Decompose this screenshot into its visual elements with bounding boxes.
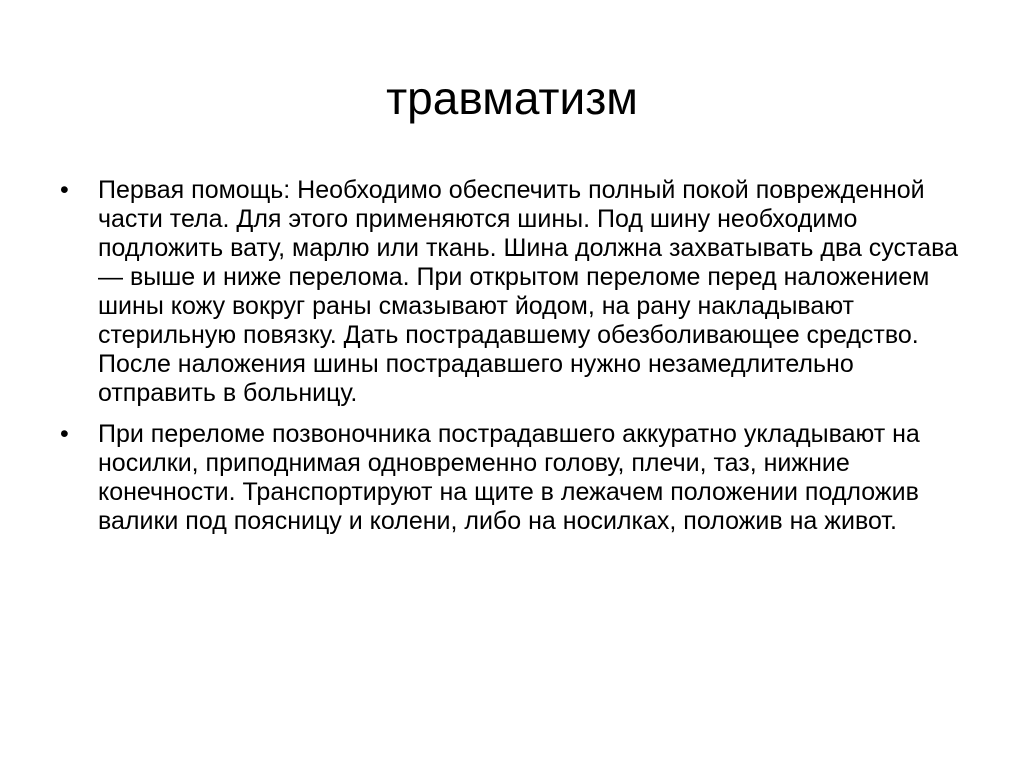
bullet-text: Первая помощь: Необходимо обеспечить полный покой поврежденной части тела. Для этого применяются шины. Под шину необходимо подложить вату, марлю или ткань. Шина должна захватывать два сустава — выше и ниже перелома. При открытом переломе перед наложением шины кожу вокруг раны смазывают йодом, на рану накладывают стерильную повязку. Дать пострадавшему обезболивающее средство. После наложения шины пострадавшего нужно незамедлительно отправить в больницу. bbox=[98, 176, 958, 407]
bullet-item-spine-fracture bbox=[52, 420, 972, 536]
slide-title: травматизм bbox=[386, 72, 638, 124]
bullet-text: При переломе позвоночника пострадавшего аккуратно укладывают на носилки, приподнимая одновременно голову, плечи, таз, нижние конечности. Транспортируют на щите в лежачем положении подложив валики под поясницу и колени, либо на носилках, положив на живот. bbox=[98, 420, 920, 535]
bullet-icon: • bbox=[60, 420, 69, 448]
bullet-item-first-aid bbox=[52, 176, 972, 408]
bullet-list bbox=[52, 176, 972, 548]
bullet-icon: • bbox=[60, 176, 69, 204]
